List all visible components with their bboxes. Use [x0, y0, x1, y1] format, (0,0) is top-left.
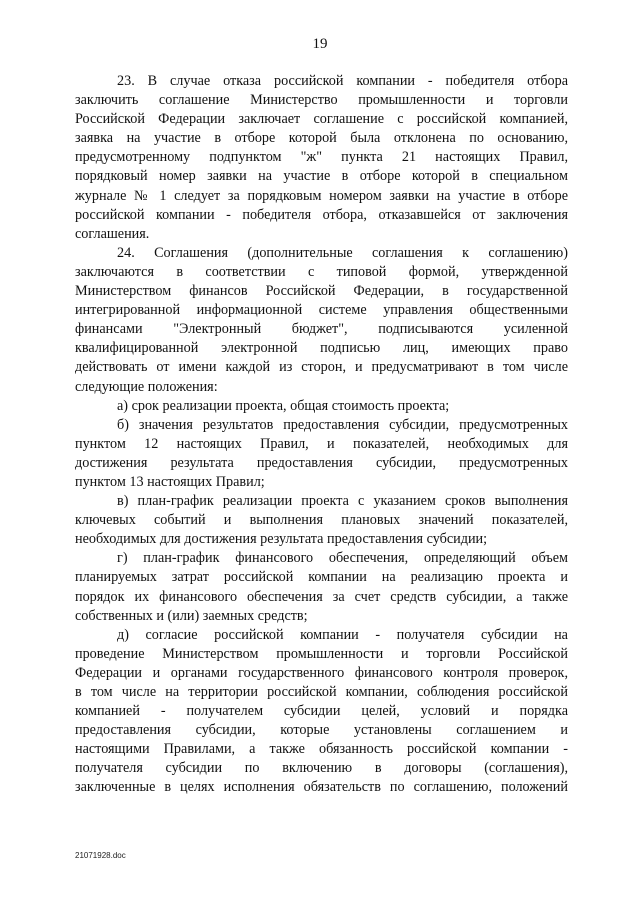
paragraph — [75, 416, 568, 492]
text-line: журнале № 1 следует за порядковым номером заявки на участие в отборе — [75, 187, 568, 204]
paragraph — [75, 244, 568, 397]
text-line: действовать от имени каждой из сторон, и предусматривают в том числе — [75, 359, 568, 376]
paragraph — [75, 397, 568, 416]
text-line: в том числе на территории российской компании, соблюдения российской — [75, 684, 568, 700]
text-line: пунктом 13 настоящих Правил; — [75, 473, 265, 490]
text-line: интегрированной информационной системе управления общественными — [75, 302, 568, 319]
paragraph — [75, 549, 568, 625]
document-body — [75, 72, 568, 798]
text-line: пунктом 12 настоящих Правил, и показателей, необходимых для — [75, 435, 568, 452]
text-line: российской компании - победителя отбора, отказавшейся от заключения — [75, 206, 568, 223]
footer-filename: 21071928.doc — [75, 851, 126, 860]
text-line: соглашения. — [75, 225, 150, 242]
paragraph — [75, 626, 568, 798]
text-line: Российской Федерации заключает соглашение с российской компанией, — [75, 111, 568, 128]
text-line: 23. В случае отказа российской компании - победителя отбора — [117, 73, 568, 89]
text-line: Федерации и органами государственного финансового контроля проверок, — [75, 664, 568, 681]
text-line: компанией - получателем субсидии целей, условий и порядка — [75, 703, 568, 720]
paragraph — [75, 492, 568, 549]
text-line: собственных и (или) заемных средств; — [75, 607, 308, 624]
text-line: предоставления субсидии, которые установлены соглашением и — [75, 722, 568, 739]
text-line: квалифицированной электронной подписью лиц, имеющих право — [75, 340, 568, 357]
text-line: заявка на участие в отборе которой была отклонена по основанию, — [75, 130, 568, 147]
text-line: а) срок реализации проекта, общая стоимость проекта; — [117, 397, 450, 414]
text-line: проведение Министерством промышленности и торговли Российской — [75, 645, 568, 662]
page-number: 19 — [312, 36, 328, 52]
text-line: Министерством финансов Российской Федерации, в государственной — [75, 283, 568, 300]
text-line: порядковый номер заявки на участие в отборе которой в специальном — [75, 168, 568, 185]
text-line: б) значения результатов предоставления субсидии, предусмотренных — [117, 416, 568, 433]
text-line: в) план-график реализации проекта с указанием сроков выполнения — [117, 493, 568, 510]
text-line: получателя субсидии по включению в договоры (соглашения), — [75, 760, 568, 777]
text-line: следующие положения: — [75, 378, 218, 395]
text-line: заключенные в целях исполнения обязательств по соглашению, положений — [75, 779, 568, 796]
text-line: планируемых затрат российской компании на реализацию проекта и — [75, 569, 568, 586]
text-line: г) план-график финансового обеспечения, определяющий объем — [117, 550, 568, 567]
text-line: достижения результата предоставления субсидии, предусмотренных — [75, 454, 568, 471]
text-line: финансами "Электронный бюджет", подписываются усиленной — [75, 321, 568, 338]
text-line: д) согласие российской компании - получателя субсидии на — [117, 626, 568, 643]
text-line: заключить соглашение Министерство промышленности и торговли — [75, 92, 568, 109]
text-line: настоящими Правилами, а также обязанность российской компании - — [75, 741, 568, 758]
text-line: ключевых событий и выполнения плановых значений показателей, — [75, 512, 568, 529]
paragraph — [75, 72, 568, 244]
text-line: необходимых для достижения результата предоставления субсидии; — [75, 531, 488, 548]
text-line: порядок их финансового обеспечения за счет средств субсидии, а также — [75, 588, 568, 605]
text-line: предусмотренному подпунктом "ж" пункта 21 настоящих Правил, — [75, 149, 568, 166]
text-line: 24. Соглашения (дополнительные соглашения к соглашению) — [117, 244, 568, 261]
text-line: заключаются в соответствии с типовой формой, утвержденной — [75, 263, 568, 280]
